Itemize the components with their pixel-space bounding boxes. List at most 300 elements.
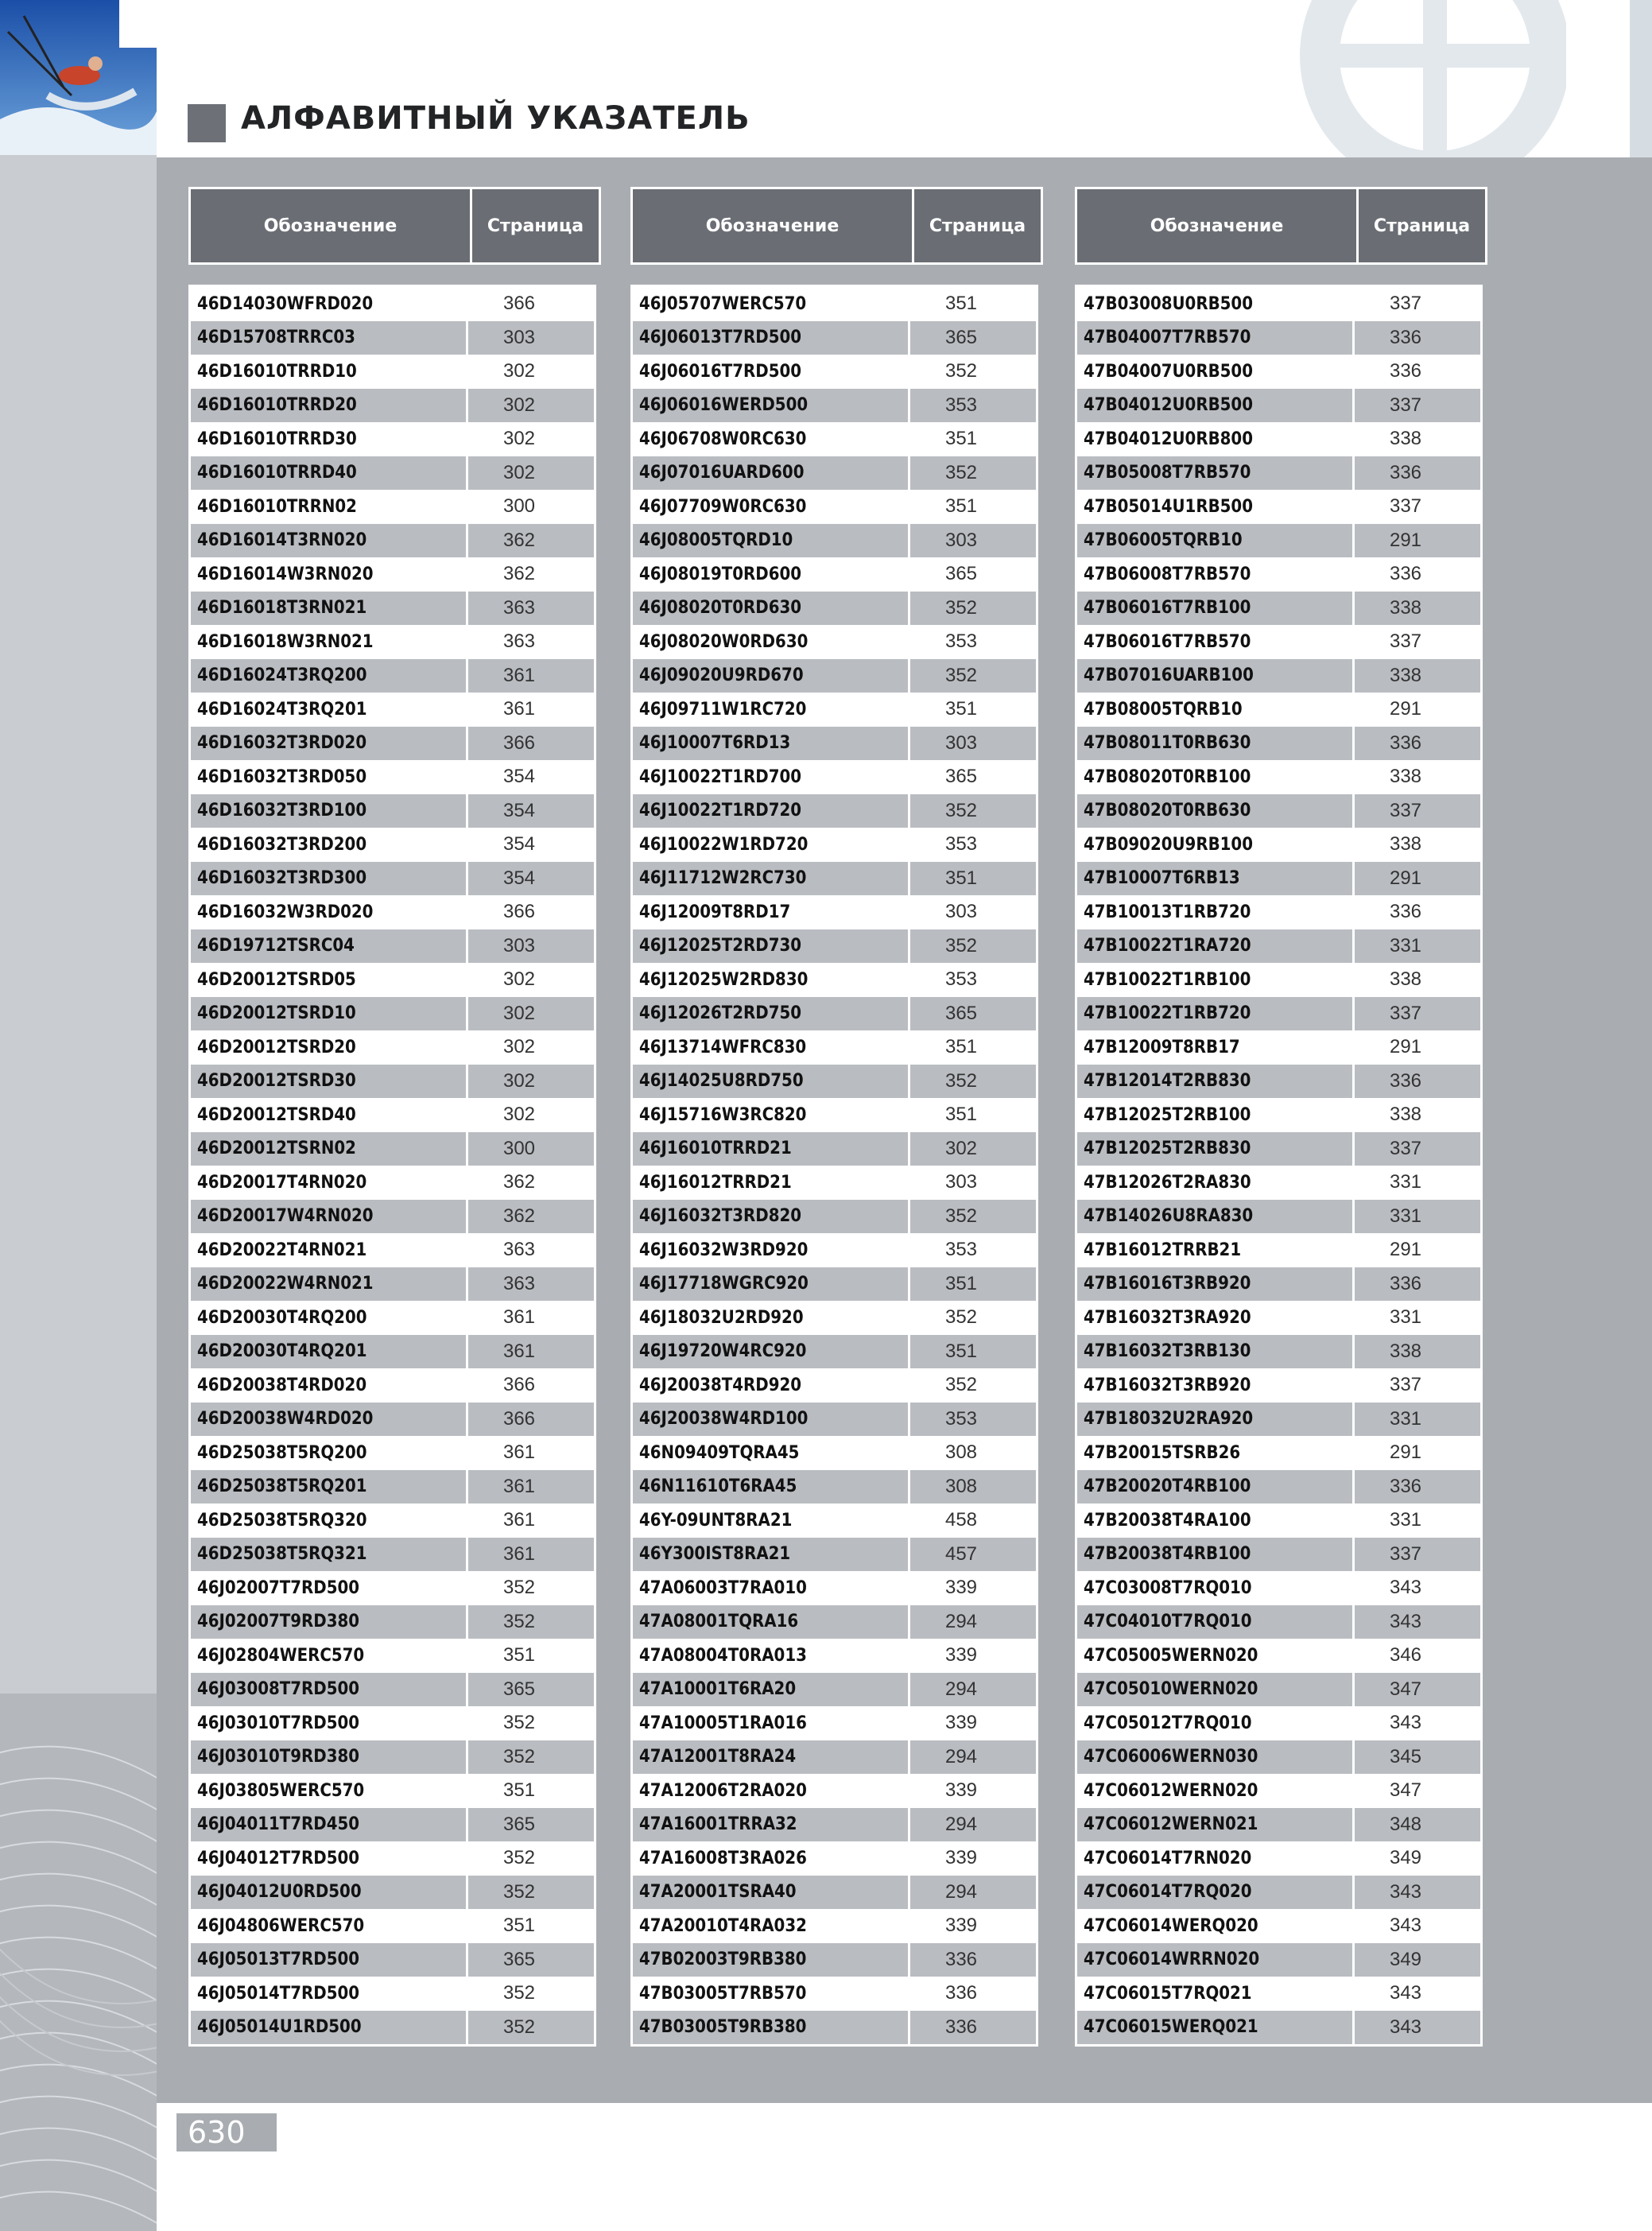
table-row <box>191 1605 594 1639</box>
designation-cell: 47A06003T7RA010 <box>639 1577 807 1598</box>
table-row <box>1077 659 1480 693</box>
designation-cell: 47B08020T0RB630 <box>1077 794 1355 828</box>
designation-cell: 46J10007T6RD13 <box>633 727 910 761</box>
designation-cell: 46D20012TSRD05 <box>197 969 356 990</box>
designation-cell: 47B06008T7RB570 <box>1084 564 1251 584</box>
page-cell: 336 <box>944 1982 978 2004</box>
page-cell: 294 <box>944 1745 978 1767</box>
designation-cell: 46J08005TQRD10 <box>633 524 910 558</box>
page-cell: 294 <box>944 1813 978 1835</box>
table-row <box>191 287 594 321</box>
page-cell: 351 <box>944 698 978 720</box>
page-cell: 365 <box>944 1002 978 1024</box>
table-row <box>191 1504 594 1538</box>
page-cell: 365 <box>502 1813 536 1835</box>
designation-cell: 47B06016T7RB570 <box>1084 631 1251 652</box>
designation-cell: 47B20038T4RA100 <box>1084 1510 1251 1531</box>
table-row <box>633 727 1036 761</box>
page-cell: 343 <box>1389 1712 1422 1734</box>
designation-cell: 46D16018T3RN021 <box>191 592 468 626</box>
designation-cell: 46J02007T9RD380 <box>191 1605 468 1639</box>
designation-cell: 47B03005T9RB380 <box>633 2011 910 2045</box>
table-row <box>633 1166 1036 1200</box>
page-cell: 352 <box>502 1610 536 1632</box>
table-row <box>1077 422 1480 456</box>
page-cell: 308 <box>944 1475 978 1497</box>
designation-cell: 46J09020U9RD670 <box>633 659 910 693</box>
table-row <box>191 1132 594 1166</box>
table-row <box>191 1538 594 1572</box>
designation-cell: 46J08020W0RD630 <box>639 631 809 652</box>
table-row <box>191 321 594 355</box>
table-row <box>191 1740 594 1775</box>
page-cell: 352 <box>944 1306 978 1329</box>
table-row <box>1077 524 1480 558</box>
designation-cell: 46J10022T1RD720 <box>633 794 910 828</box>
table-row <box>1077 1706 1480 1740</box>
designation-cell: 46J04012U0RD500 <box>191 1876 468 1910</box>
designation-cell: 47C05005WERN020 <box>1084 1645 1258 1666</box>
page-cell: 351 <box>502 1779 536 1802</box>
page-cell: 352 <box>502 1982 536 2004</box>
page-cell: 291 <box>1389 1239 1422 1261</box>
table-row <box>1077 1335 1480 1369</box>
designation-cell: 46J03805WERC570 <box>197 1780 365 1801</box>
designation-cell: 47B12025T2RB100 <box>1084 1104 1251 1125</box>
designation-cell: 47C04010T7RQ010 <box>1077 1605 1355 1639</box>
table-row <box>633 1267 1036 1302</box>
designation-cell: 47B10007T6RB13 <box>1077 862 1355 896</box>
table-row <box>633 1605 1036 1639</box>
page-cell: 361 <box>502 664 536 686</box>
table-row <box>633 389 1036 423</box>
designation-cell: 47A16001TRRA32 <box>633 1808 910 1842</box>
designation-cell: 47B16032T3RB920 <box>1084 1375 1251 1395</box>
table-row <box>633 1065 1036 1099</box>
designation-cell: 46J13714WFRC830 <box>639 1037 807 1057</box>
table-row <box>191 1200 594 1234</box>
designation-cell: 47B04012U0RB800 <box>1084 429 1253 449</box>
designation-cell: 47B05008T7RB570 <box>1077 456 1355 491</box>
designation-cell: 47B20015TSRB26 <box>1084 1442 1241 1463</box>
table-row <box>633 1233 1036 1267</box>
table-row <box>1077 828 1480 862</box>
table-row <box>633 1673 1036 1707</box>
page-cell: 352 <box>944 664 978 686</box>
designation-cell: 47C06014T7RQ020 <box>1077 1876 1355 1910</box>
page-cell: 361 <box>502 1340 536 1362</box>
page-cell: 351 <box>944 428 978 450</box>
page-cell: 302 <box>502 461 536 483</box>
table-row <box>191 1098 594 1132</box>
page-cell: 336 <box>1389 731 1422 754</box>
page-cell: 303 <box>944 731 978 754</box>
table-row <box>191 355 594 389</box>
designation-cell: 47C06012WERN021 <box>1077 1808 1355 1842</box>
table-row <box>1077 1538 1480 1572</box>
table-row <box>191 1368 594 1403</box>
designation-cell: 47B10022T1RA720 <box>1077 929 1355 964</box>
page-cell: 352 <box>502 1577 536 1599</box>
table-row <box>191 828 594 862</box>
designation-cell: 46J16010TRRD21 <box>633 1132 910 1166</box>
designation-cell: 46J06708W0RC630 <box>639 429 807 449</box>
column-header <box>188 187 601 265</box>
page-cell: 303 <box>502 326 536 348</box>
page-cell: 302 <box>502 1104 536 1126</box>
page-cell: 294 <box>944 1678 978 1700</box>
designation-cell: 46D16010TRRD40 <box>191 456 468 491</box>
designation-cell: 46D16014T3RN020 <box>191 524 468 558</box>
page-cell: 302 <box>502 1069 536 1092</box>
page-cell: 352 <box>502 1880 536 1903</box>
table-row <box>191 1639 594 1673</box>
designation-cell: 46D16010TRRD10 <box>197 361 357 382</box>
designation-cell: 46J03010T7RD500 <box>197 1713 360 1733</box>
page-cell: 366 <box>502 1374 536 1396</box>
table-row <box>1077 1841 1480 1876</box>
page-cell: 361 <box>502 1475 536 1497</box>
table-row <box>633 1909 1036 1943</box>
designation-cell: 47B07016UARB100 <box>1077 659 1355 693</box>
table-row <box>1077 1605 1480 1639</box>
designation-cell: 47B20038T4RB100 <box>1077 1538 1355 1572</box>
designation-cell: 46J06016WERD500 <box>633 389 910 423</box>
designation-cell: 47B04007U0RB500 <box>1084 361 1253 382</box>
table-row <box>1077 1504 1480 1538</box>
page-cell: 337 <box>1389 495 1422 518</box>
table-row <box>633 693 1036 727</box>
page-cell: 302 <box>502 1036 536 1058</box>
page-cell: 354 <box>502 766 536 788</box>
table-row <box>191 625 594 659</box>
designation-cell: 47C06014WRRN020 <box>1077 1943 1355 1977</box>
table-row <box>633 1368 1036 1403</box>
table-row <box>191 794 594 828</box>
designation-cell: 46D20022W4RN021 <box>191 1267 468 1302</box>
table-row <box>633 1639 1036 1673</box>
decorative-waves <box>0 1694 157 2231</box>
table-row <box>191 524 594 558</box>
table-row <box>633 828 1036 862</box>
designation-cell: 46D20038T4RD020 <box>197 1375 367 1395</box>
page-cell: 352 <box>502 2016 536 2038</box>
designation-cell: 46D16010TRRD20 <box>191 389 468 423</box>
table-row <box>633 355 1036 389</box>
designation-cell: 47B08005TQRB10 <box>1084 699 1243 720</box>
designation-cell: 47B08011T0RB630 <box>1077 727 1355 761</box>
table-row <box>633 1132 1036 1166</box>
page-cell: 347 <box>1389 1779 1422 1802</box>
page-cell: 365 <box>502 1678 536 1700</box>
designation-cell: 47B08020T0RB100 <box>1084 766 1251 787</box>
page-cell: 336 <box>944 2016 978 2038</box>
page-cell: 339 <box>944 1712 978 1734</box>
table-row <box>1077 592 1480 626</box>
designation-cell: 46D16010TRRD30 <box>197 429 357 449</box>
designation-cell: 47B04007T7RB570 <box>1077 321 1355 355</box>
page-cell: 349 <box>1389 1847 1422 1869</box>
table-row <box>1077 1977 1480 2011</box>
table-row <box>191 1065 594 1099</box>
table-row <box>1077 1436 1480 1470</box>
page-cell: 337 <box>1389 394 1422 416</box>
designation-cell: 46J03008T7RD500 <box>191 1673 468 1707</box>
page-cell: 294 <box>944 1610 978 1632</box>
page-cell: 337 <box>1389 1137 1422 1159</box>
index-column-1 <box>188 187 601 2047</box>
designation-cell: 46J19720W4RC920 <box>633 1335 910 1369</box>
designation-cell: 46D25038T5RQ201 <box>191 1470 468 1504</box>
designation-header: Обозначение <box>263 215 397 236</box>
designation-cell: 46D20038W4RD020 <box>191 1403 468 1437</box>
designation-cell: 46J16032T3RD820 <box>633 1200 910 1234</box>
designation-cell: 47A12006T2RA020 <box>639 1780 807 1801</box>
designation-cell: 47C06014T7RN020 <box>1084 1848 1252 1868</box>
page-cell: 353 <box>944 1407 978 1430</box>
page-title: АЛФАВИТНЫЙ УКАЗАТЕЛЬ <box>241 100 750 137</box>
page-cell: 338 <box>1389 766 1422 788</box>
designation-cell: 47B12025T2RB830 <box>1077 1132 1355 1166</box>
page-cell: 338 <box>1389 1340 1422 1362</box>
page-cell: 345 <box>1389 1745 1422 1767</box>
designation-cell: 46D20012TSRD30 <box>191 1065 468 1099</box>
page-cell: 302 <box>502 428 536 450</box>
designation-cell: 46D16032T3RD050 <box>197 766 367 787</box>
table-row <box>633 929 1036 964</box>
column-header <box>1075 187 1487 265</box>
page-cell: 303 <box>944 529 978 551</box>
table-row <box>1077 1267 1480 1302</box>
designation-cell: 46J20038T4RD920 <box>639 1375 802 1395</box>
table-row <box>191 659 594 693</box>
page-cell: 337 <box>1389 1374 1422 1396</box>
designation-cell: 47B16032T3RB130 <box>1077 1335 1355 1369</box>
designation-cell: 46D20017T4RN020 <box>197 1172 367 1193</box>
page-cell: 353 <box>944 394 978 416</box>
page-cell: 352 <box>502 1847 536 1869</box>
page-cell: 302 <box>502 968 536 991</box>
designation-cell: 47B03008U0RB500 <box>1084 293 1253 314</box>
table-row <box>191 1808 594 1842</box>
designation-cell: 47B05014U1RB500 <box>1084 496 1253 517</box>
page-number: 630 <box>176 2113 277 2151</box>
table-row <box>633 1841 1036 1876</box>
column-header <box>630 187 1043 265</box>
table-row <box>1077 1233 1480 1267</box>
designation-cell: 46J08020T0RD630 <box>633 592 910 626</box>
page-cell: 352 <box>944 461 978 483</box>
page-cell: 353 <box>944 1239 978 1261</box>
designation-cell: 46J15716W3RC820 <box>639 1104 807 1125</box>
designation-cell: 46J04011T7RD450 <box>191 1808 468 1842</box>
designation-cell: 46J05014U1RD500 <box>191 2011 468 2045</box>
table-row <box>1077 490 1480 524</box>
page-cell: 303 <box>502 934 536 956</box>
page-cell: 351 <box>502 1644 536 1666</box>
index-list <box>188 285 596 2047</box>
table-row <box>633 1470 1036 1504</box>
table-row <box>1077 456 1480 491</box>
designation-cell: 46J02804WERC570 <box>197 1645 365 1666</box>
table-row <box>191 1774 594 1808</box>
page-cell: 352 <box>944 799 978 821</box>
page-cell: 361 <box>502 1441 536 1464</box>
designation-cell: 47B03005T7RB570 <box>639 1983 807 2004</box>
table-row <box>1077 1470 1480 1504</box>
page-cell: 339 <box>944 1577 978 1599</box>
decorative-circle <box>1280 0 1566 175</box>
table-row <box>1077 2011 1480 2045</box>
table-row <box>191 1841 594 1876</box>
table-row <box>1077 1368 1480 1403</box>
designation-header: Обозначение <box>705 215 840 236</box>
designation-cell: 46J17718WGRC920 <box>633 1267 910 1302</box>
table-row <box>1077 1166 1480 1200</box>
designation-cell: 46D20012TSRD10 <box>191 997 468 1031</box>
designation-cell: 46D20030T4RQ200 <box>197 1307 367 1328</box>
corner-photo <box>0 0 157 155</box>
table-row <box>633 1571 1036 1605</box>
table-row <box>1077 1909 1480 1943</box>
designation-cell: 46D16032W3RD020 <box>197 902 374 922</box>
page-cell: 291 <box>1389 867 1422 889</box>
designation-cell: 46J16032W3RD920 <box>639 1240 809 1260</box>
designation-cell: 47C05012T7RQ010 <box>1084 1713 1252 1733</box>
table-row <box>633 1098 1036 1132</box>
page-cell: 336 <box>1389 360 1422 382</box>
page-cell: 351 <box>944 1340 978 1362</box>
page-cell: 343 <box>1389 1915 1422 1937</box>
index-list <box>1075 285 1483 2047</box>
page-cell: 308 <box>944 1441 978 1464</box>
page-cell: 300 <box>502 1137 536 1159</box>
table-row <box>633 1301 1036 1335</box>
page-cell: 331 <box>1389 1407 1422 1430</box>
table-row <box>191 963 594 997</box>
table-row <box>633 557 1036 592</box>
page-cell: 291 <box>1389 529 1422 551</box>
designation-cell: 46J10022T1RD700 <box>639 766 802 787</box>
table-row <box>633 1335 1036 1369</box>
designation-cell: 47A08001TQRA16 <box>633 1605 910 1639</box>
table-row <box>191 760 594 794</box>
page-cell: 291 <box>1389 1441 1422 1464</box>
table-row <box>191 2011 594 2045</box>
table-row <box>633 1876 1036 1910</box>
table-row <box>1077 862 1480 896</box>
table-row <box>191 1673 594 1707</box>
designation-cell: 46D20012TSRD40 <box>197 1104 356 1125</box>
page-header: Страница <box>487 215 584 236</box>
designation-cell: 46D16010TRRN02 <box>197 496 357 517</box>
page-cell: 303 <box>944 1171 978 1193</box>
page-cell: 366 <box>502 731 536 754</box>
table-row <box>191 997 594 1031</box>
table-row <box>633 1774 1036 1808</box>
page-cell: 302 <box>502 394 536 416</box>
table-row <box>633 760 1036 794</box>
page-cell: 365 <box>944 563 978 585</box>
designation-cell: 46D25038T5RQ200 <box>197 1442 367 1463</box>
table-row <box>633 963 1036 997</box>
designation-cell: 46Y-09UNT8RA21 <box>639 1510 793 1531</box>
table-row <box>1077 625 1480 659</box>
page-cell: 291 <box>1389 698 1422 720</box>
page-cell: 339 <box>944 1847 978 1869</box>
table-row <box>1077 693 1480 727</box>
designation-cell: 47C05010WERN020 <box>1077 1673 1355 1707</box>
table-row <box>191 1470 594 1504</box>
page-cell: 346 <box>1389 1644 1422 1666</box>
table-row <box>1077 1774 1480 1808</box>
designation-cell: 46J11712W2RC730 <box>633 862 910 896</box>
table-row <box>191 1571 594 1605</box>
page-cell: 362 <box>502 1205 536 1227</box>
page-cell: 336 <box>1389 1272 1422 1294</box>
table-row <box>1077 1740 1480 1775</box>
page-cell: 343 <box>1389 2016 1422 2038</box>
designation-header: Обозначение <box>1150 215 1284 236</box>
designation-cell: 47C06015T7RQ021 <box>1084 1983 1252 2004</box>
page-cell: 343 <box>1389 1880 1422 1903</box>
table-row <box>1077 1876 1480 1910</box>
page-cell: 338 <box>1389 968 1422 991</box>
designation-cell: 46D16024T3RQ200 <box>191 659 468 693</box>
page-cell: 331 <box>1389 1306 1422 1329</box>
designation-cell: 46J06016T7RD500 <box>639 361 802 382</box>
table-row <box>1077 321 1480 355</box>
page-cell: 361 <box>502 1542 536 1565</box>
page-cell: 302 <box>502 360 536 382</box>
page-cell: 363 <box>502 630 536 653</box>
designation-cell: 47B16016T3RB920 <box>1077 1267 1355 1302</box>
table-row <box>191 1267 594 1302</box>
table-row <box>633 1436 1036 1470</box>
table-row <box>1077 1673 1480 1707</box>
designation-cell: 47B10022T1RB100 <box>1084 969 1251 990</box>
table-row <box>191 592 594 626</box>
designation-cell: 47C03008T7RQ010 <box>1084 1577 1252 1598</box>
page-cell: 302 <box>944 1137 978 1159</box>
designation-cell: 46J05014T7RD500 <box>197 1983 360 2004</box>
page-cell: 347 <box>1389 1678 1422 1700</box>
designation-cell: 47B16032T3RA920 <box>1084 1307 1251 1328</box>
table-row <box>191 693 594 727</box>
table-row <box>1077 1200 1480 1234</box>
designation-cell: 46D20022T4RN021 <box>197 1240 367 1260</box>
table-row <box>633 287 1036 321</box>
designation-cell: 47C06006WERN030 <box>1077 1740 1355 1775</box>
page-cell: 336 <box>1389 326 1422 348</box>
table-row <box>633 456 1036 491</box>
table-row <box>633 592 1036 626</box>
page-cell: 337 <box>1389 293 1422 315</box>
page-cell: 361 <box>502 1509 536 1531</box>
designation-cell: 47B06016T7RB100 <box>1077 592 1355 626</box>
page-cell: 351 <box>944 293 978 315</box>
table-row <box>191 1977 594 2011</box>
page-cell: 339 <box>944 1644 978 1666</box>
table-row <box>633 1504 1036 1538</box>
table-row <box>633 1808 1036 1842</box>
page-cell: 352 <box>944 1374 978 1396</box>
page-cell: 338 <box>1389 1104 1422 1126</box>
designation-cell: 46J16012TRRD21 <box>639 1172 792 1193</box>
table-row <box>1077 1132 1480 1166</box>
designation-cell: 46J12025T2RD730 <box>633 929 910 964</box>
page-cell: 366 <box>502 293 536 315</box>
